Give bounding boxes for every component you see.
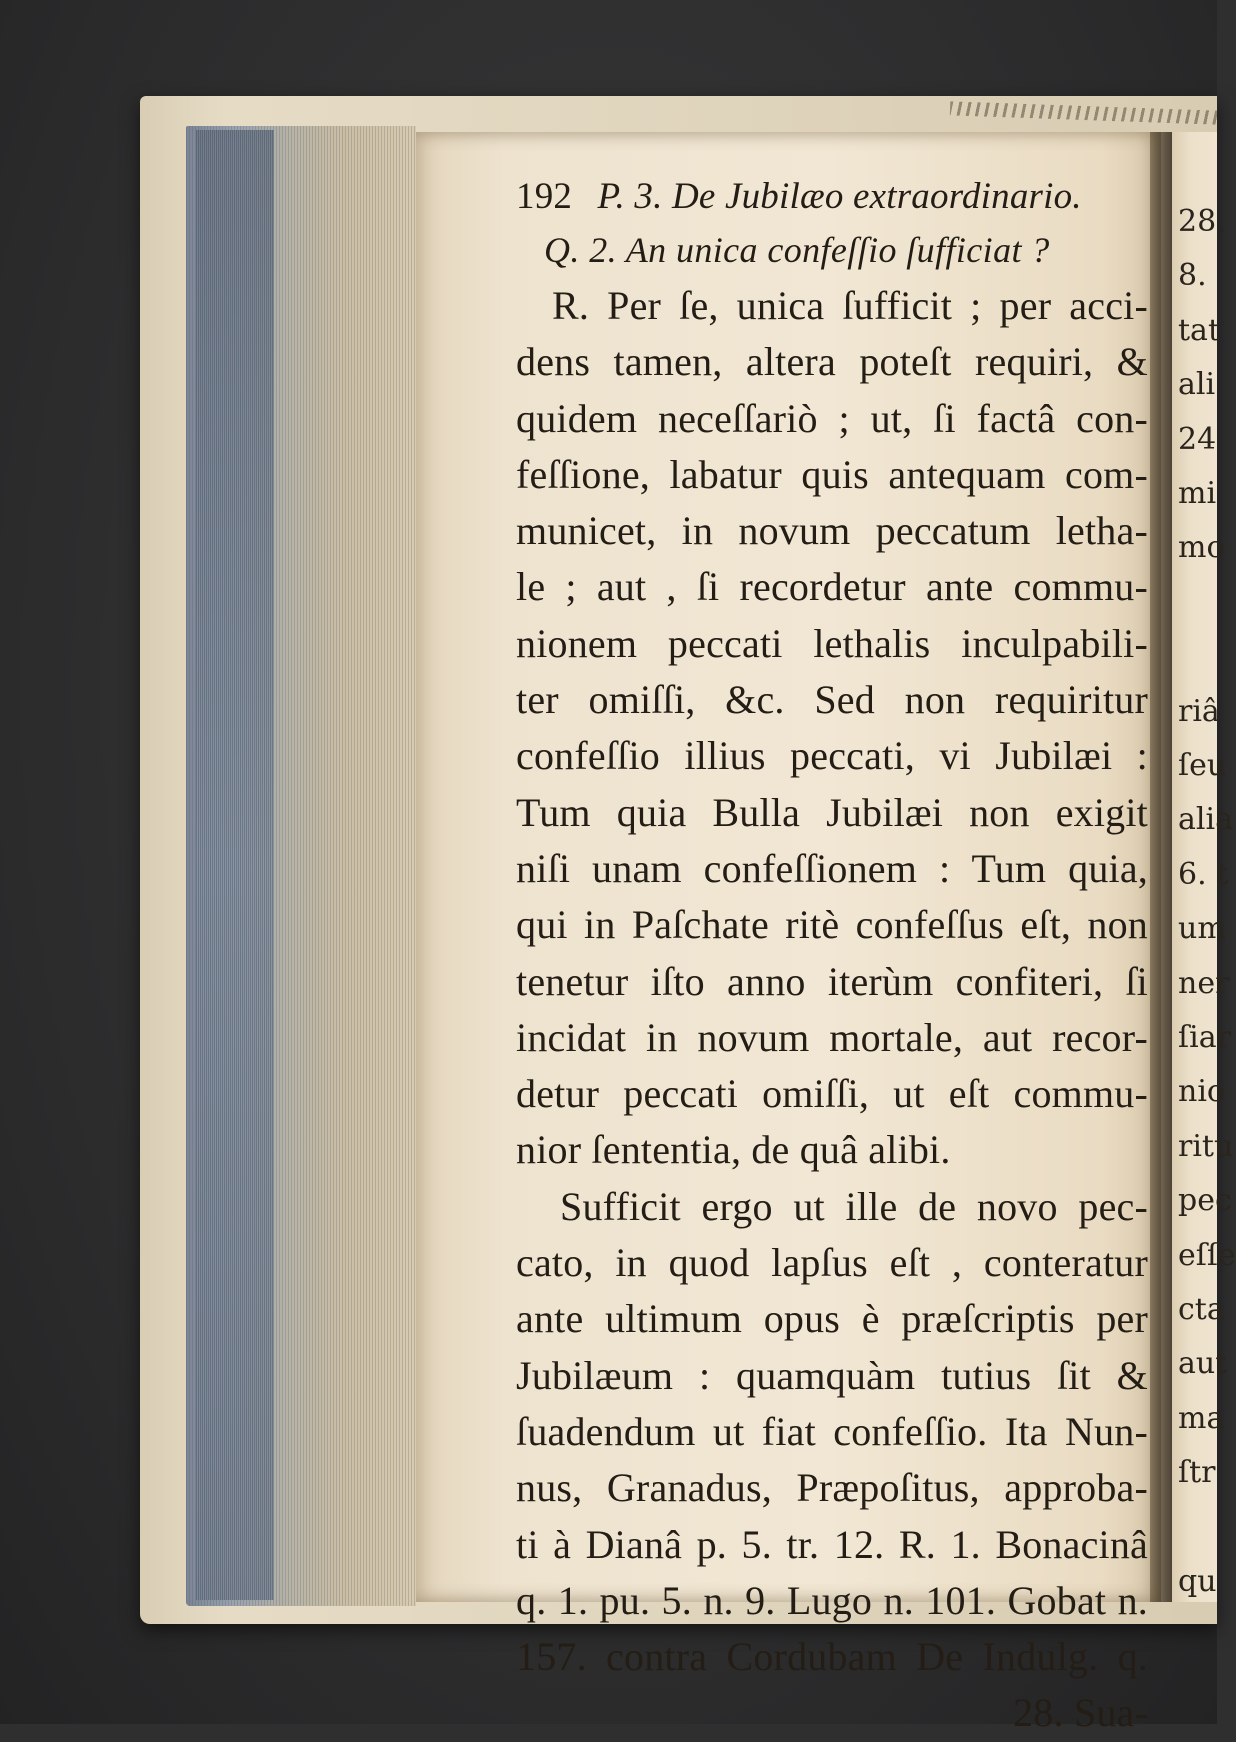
text-line: 157. contra Cordubam De Indulg. q. [516, 1634, 1148, 1680]
facing-page-fragment: ma [1178, 1400, 1225, 1436]
book-gutter [1150, 132, 1172, 1602]
facing-page-fragment: pec [1178, 1183, 1232, 1219]
facing-page-fragment: cta [1178, 1292, 1225, 1327]
text-line: Sufficit ergo ut ille de novo pec- [560, 1183, 1148, 1229]
running-header [516, 172, 1148, 222]
facing-page-fragment: mi [1178, 476, 1217, 511]
text-line: nior ſententia, de quâ alibi. [516, 1127, 951, 1173]
facing-page-fragment: ali [1178, 367, 1216, 403]
text-line: feſſione, labatur quis antequam com- [516, 451, 1148, 497]
page-edges-shade [196, 130, 274, 1600]
facing-page-fragment: um [1178, 911, 1226, 947]
facing-page-fragment: qu [1178, 1564, 1217, 1599]
text-line: qui in Paſchate ritè confeſſus eſt, non [516, 902, 1148, 948]
text-line: q. 1. pu. 5. n. 9. Lugo n. 101. Gobat n. [516, 1577, 1148, 1623]
facing-page-fragment: ner [1178, 965, 1230, 1001]
facing-page-fragment: ſiar [1178, 1020, 1231, 1055]
facing-page-fragment: 28. [1178, 204, 1226, 239]
facing-page-fragment: ſtr [1178, 1455, 1216, 1491]
facing-page [1172, 132, 1236, 1602]
text-line: ter omiſſi, &c. Sed non requiritur [516, 677, 1148, 723]
text-line: cato, in quod lapſus eſt , conteratur [516, 1240, 1148, 1286]
facing-page-fragment: riâ [1178, 693, 1220, 729]
text-line: dens tamen, altera poteſt requiri, & [516, 339, 1148, 385]
running-title: P. 3. De Jubilæo extraordinario. [597, 176, 1082, 217]
facing-page-fragment: 6. t [1178, 856, 1229, 892]
facing-page-fragment: 8. [1178, 258, 1207, 294]
facing-page-fragment: nio [1178, 1074, 1225, 1110]
text-line: nus, Granadus, Præpoſitus, approba- [516, 1465, 1148, 1511]
text-line: ſuadendum ut fiat confeſſio. Ita Nun- [516, 1408, 1148, 1454]
question-heading: Q. 2. An unica confeſſio ſufficiat ? [544, 230, 1050, 270]
text-line: ante ultimum opus è præſcriptis per [516, 1296, 1148, 1342]
facing-page-fragment: 24 [1178, 421, 1217, 457]
facing-page-fragment: ſeu [1178, 748, 1227, 783]
text-line: tenetur iſto anno iterùm confiteri, ſi [516, 958, 1148, 1004]
catchword: 28. Sua- [1013, 1690, 1148, 1736]
page-text [516, 172, 1148, 1742]
facing-page-fragment: ritu [1178, 1128, 1234, 1164]
text-line: detur peccati omiſſi, ut eſt commu- [516, 1071, 1148, 1117]
text-line: R. Per ſe, unica ſufficit ; per acci- [552, 283, 1148, 328]
text-line: niſi unam confeſſionem : Tum quia, [516, 845, 1148, 891]
facing-page-fragment: mo [1178, 530, 1225, 566]
facing-page-fragment: tat [1178, 312, 1220, 348]
text-line: Tum quia Bulla Jubilæi non exigit [516, 789, 1148, 835]
text-line: nionem peccati lethalis inculpabili- [516, 620, 1148, 666]
facing-page-fragment: eſſe [1178, 1237, 1236, 1273]
text-line: confeſſio illius peccati, vi Jubilæi : [516, 733, 1148, 779]
facing-page-fragment: alia [1178, 802, 1233, 838]
text-line: ti à Dianâ p. 5. tr. 12. R. 1. Bonacinâ [516, 1521, 1148, 1567]
text-line: le ; aut , ſi recordetur ante commu- [516, 564, 1148, 610]
facing-page-fragment: aut [1178, 1346, 1228, 1382]
text-line: incidat in novum mortale, aut recor- [516, 1014, 1148, 1060]
text-line: municet, in novum peccatum letha- [516, 508, 1148, 554]
text-line: Jubilæum : quamquàm tutius ſit & [516, 1352, 1148, 1398]
text-line: quidem neceſſariò ; ut, ſi factâ con- [516, 395, 1148, 441]
page-number: 192 [516, 176, 573, 217]
